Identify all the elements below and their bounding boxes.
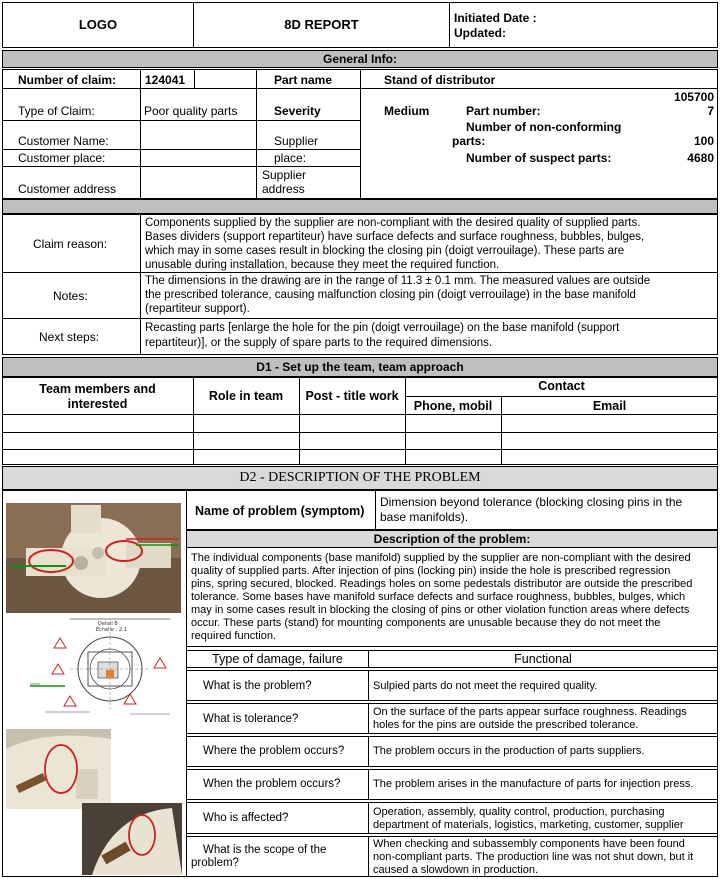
d2-bar: [2, 466, 718, 490]
suspect-parts-value: 4680: [687, 151, 714, 165]
table-row-answer: [368, 736, 718, 767]
nonconforming-label-1: Number of non-conforming: [466, 120, 622, 134]
part-photo-top: [6, 503, 181, 613]
col-team-members-2: interested: [67, 397, 128, 411]
updated-label: Updated:: [454, 26, 506, 40]
report-title-cell: [193, 2, 450, 48]
notes-cell: [140, 272, 718, 319]
logo: LOGO: [78, 17, 118, 32]
question-text: What is tolerance?: [203, 713, 299, 725]
notes-line: The dimensions in the drawing are in the range of 11.3 ± 0.1 mm. The measured values are outside: [145, 275, 651, 287]
problem-name-value-2: base manifolds).: [380, 510, 469, 524]
next-steps-label: Next steps:: [39, 330, 100, 344]
next-steps-label-cell: [2, 318, 141, 355]
part-number-line1: 105700: [673, 90, 714, 104]
description-line: quality of supplied parts. After injection of pins (locking pin) inside the hole is prescribed regression: [191, 565, 671, 577]
question-text: What is the problem?: [203, 680, 312, 692]
table-row-question: [186, 670, 369, 701]
answer-text: caused a slowdown in production.: [373, 864, 539, 876]
notes-line: the prescribed tolerance, causing malfunction closing pin (doigt verrouilage) in the base manifold: [145, 289, 636, 301]
table-row-question: [186, 736, 369, 767]
next-steps-line: Recasting parts [enlarge the hole for the pin (doigt verrouilage) on the base manifold (support: [145, 322, 620, 334]
answer-text: The problem arises in the manufacture of parts for injection press.: [373, 778, 694, 790]
next-steps-line: repartiteur)], or the supply of spare parts to the required dimensions.: [145, 337, 493, 349]
question-text: Where the problem occurs?: [203, 745, 345, 757]
claim-number-label: Number of claim:: [18, 73, 117, 87]
answer-text: On the surface of the parts appear surface roughness. Readings: [373, 706, 687, 718]
part-photo-closeup-1: [6, 729, 111, 809]
report-title: 8D REPORT: [284, 17, 359, 32]
description-cell: [186, 547, 718, 647]
problem-name-value-1: Dimension beyond tolerance (blocking closing pins in the: [380, 495, 683, 509]
description-line: The individual components (base manifold) supplied by the supplier are non-compliant with the desired: [191, 552, 691, 564]
dates-cell: [449, 2, 718, 48]
supplier-address-label-1: Supplier: [262, 168, 307, 182]
answer-text: When checking and subassembly components have been found: [373, 838, 685, 850]
answer-text: non-compliant parts. The production line was not shut down, but it: [373, 851, 694, 863]
table-row-question: [186, 802, 369, 834]
type-of-claim: Poor quality parts: [144, 104, 238, 118]
col-phone: Phone, mobil: [413, 399, 493, 413]
claim-reason-label: Claim reason:: [33, 237, 108, 251]
suspect-parts-label: Number of suspect parts:: [466, 151, 612, 165]
description-line: tolerance. Some bases have manifold surface defects and surface roughness, bubbles, bulges, which: [191, 591, 686, 603]
d2-title: D2 - DESCRIPTION OF THE PROBLEM: [239, 470, 481, 485]
spacer-bar: [2, 199, 718, 214]
answer-text: The problem occurs in the production of parts suppliers.: [373, 745, 645, 757]
initiated-date-label: Initiated Date :: [454, 11, 537, 25]
col-team-members-1: Team members and: [39, 382, 156, 396]
col-email: Email: [592, 399, 627, 413]
answer-text: Operation, assembly, quality control, production, purchasing: [373, 806, 665, 818]
description-line: occur. These parts (stand) for mounting components are unusable because they do not meet the: [191, 617, 661, 629]
table-row-question: [186, 703, 369, 734]
problem-name-label-cell: [186, 490, 376, 530]
general-info-title: General Info:: [322, 52, 397, 66]
col-contact: Contact: [538, 379, 585, 393]
question-text: Who is affected?: [203, 812, 289, 824]
customer-name-label: Customer Name:: [18, 134, 109, 148]
functional-header: [368, 650, 718, 668]
type-of-claim-label: Type of Claim:: [18, 104, 95, 118]
table-row-answer: [368, 769, 718, 800]
table-row-answer: [368, 670, 718, 701]
answer-text: department of materials, logistics, marketing, customer, supplier: [373, 819, 684, 831]
claim-number: 124041: [145, 73, 186, 87]
notes-label: Notes:: [53, 289, 88, 303]
nonconforming-value: 100: [693, 134, 714, 148]
description-title: Description of the problem:: [373, 532, 531, 546]
d1-title: D1 - Set up the team, team approach: [256, 360, 464, 374]
question-text: When the problem occurs?: [203, 778, 341, 790]
table-row-answer: [368, 836, 718, 877]
supplier-address-label-2: address: [262, 182, 305, 196]
d1-bar: [2, 357, 718, 377]
type-of-damage-header: [186, 650, 369, 668]
severity-label: Severity: [274, 104, 321, 118]
question-text: What is the scope of the: [203, 844, 327, 856]
customer-address-label: Customer address: [18, 182, 117, 196]
type-of-damage-label: Type of damage, failure: [212, 652, 343, 666]
part-photo-closeup-2: [82, 803, 182, 875]
nonconforming-label-2: parts:: [452, 134, 486, 148]
supplier-label: Supplier: [274, 134, 319, 148]
answer-text: holes for the pins are outside the prescribed tolerance.: [373, 719, 639, 731]
table-row-answer: [368, 703, 718, 734]
severity: Medium: [384, 104, 430, 118]
table-row-answer: [368, 802, 718, 834]
claim-reason-cell: [140, 214, 718, 273]
table-row-question: [186, 836, 369, 877]
logo-cell: [2, 2, 194, 48]
description-title-bar: [186, 530, 718, 548]
description-line: required function.: [191, 630, 276, 642]
next-steps-cell: [140, 318, 718, 355]
claim-reason-line: which may in some cases result in blocking the closing pin (doigt verrouilage). These parts are: [145, 245, 625, 257]
part-number-line2: 7: [707, 104, 714, 118]
problem-name-value-cell: [375, 490, 718, 530]
claim-reason-line: Bases dividers (support repartiteur) have surface defects and surface roughness, bubbles, bulges,: [145, 231, 645, 243]
notes-label-cell: [2, 272, 141, 319]
part-number-label: Part number:: [466, 104, 541, 118]
claim-reason-label-cell: [2, 214, 141, 273]
notes-line: (repartiteur support).: [145, 303, 250, 315]
customer-place-label: Customer place:: [18, 151, 106, 165]
part-name: Stand of distributor: [384, 73, 496, 87]
question-text: problem?: [191, 857, 239, 869]
answer-text: Sulpied parts do not meet the required quality.: [373, 680, 598, 692]
part-name-label: Part name: [274, 73, 333, 87]
col-post: Post - title work: [305, 389, 399, 403]
technical-drawing: [10, 614, 182, 726]
description-line: pins, spring secured, blocked. Readings holes on some pedestals distributor are outside the prescribed: [191, 578, 693, 590]
general-info-bar: [2, 50, 718, 68]
functional-label: Functional: [514, 652, 572, 666]
drawing-title: Detail B: [98, 621, 118, 627]
table-row-question: [186, 769, 369, 800]
claim-reason-line: unusable during installation, because they meet the required function.: [145, 259, 500, 271]
description-line: may in some cases result in blocking the closing of pins or other violation function areas where defects: [191, 604, 690, 616]
claim-reason-line: Components supplied by the supplier are non-compliant with the desired quality of supplied parts.: [145, 217, 641, 229]
supplier-place-label: place:: [274, 151, 307, 165]
drawing-scale: Echelle : 2:1: [96, 627, 127, 633]
problem-name-label: Name of problem (symptom): [195, 504, 365, 518]
col-role: Role in team: [208, 389, 284, 403]
